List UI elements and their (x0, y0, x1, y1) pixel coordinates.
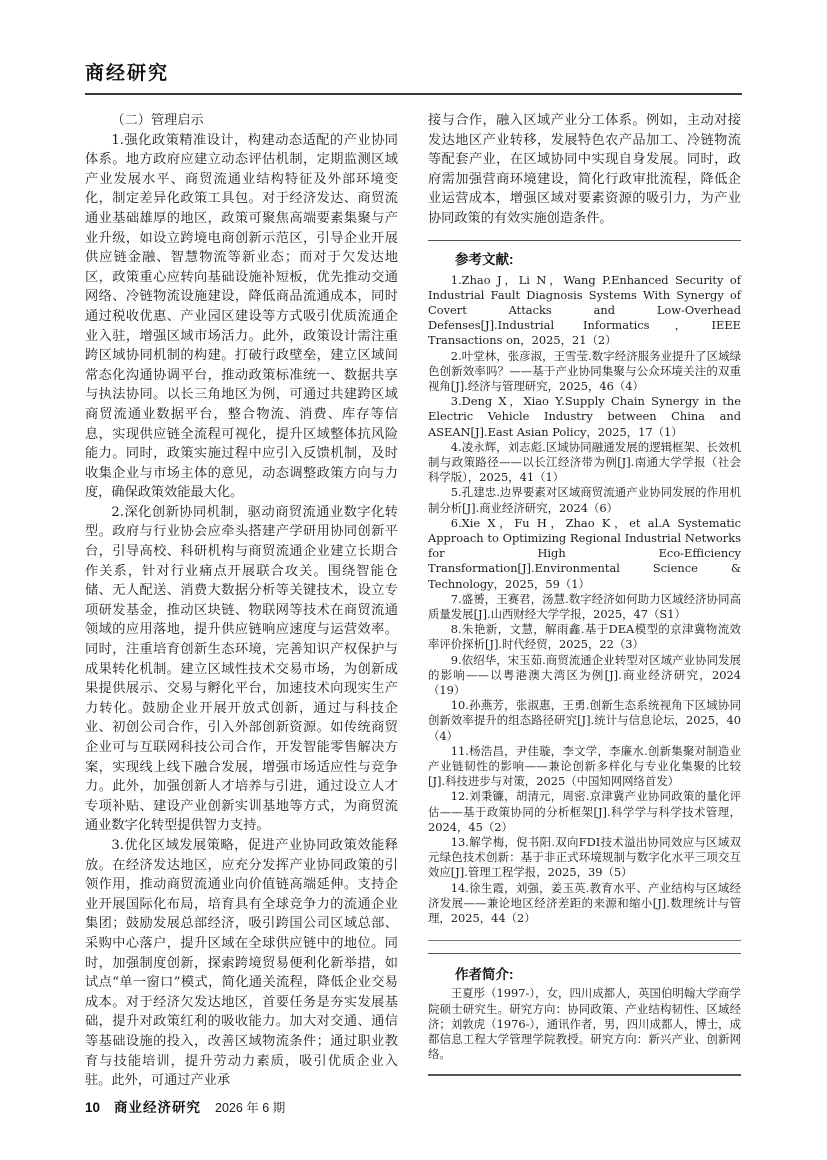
footer-journal-name: 商业经济研究 (114, 1100, 202, 1115)
article-body (85, 111, 742, 1091)
footer-issue: 2026 年 6 期 (215, 1101, 286, 1115)
reference-item: 14.徐生霞，刘强，姜玉英.教育水平、产业结构与区域经济发展——兼论地区经济差距的来源和缩小[J].数理统计与管理，2025，44（2） (428, 880, 741, 926)
right-column (428, 111, 741, 1091)
left-column (85, 111, 398, 1091)
references-heading: 参考文献: (455, 251, 514, 267)
body-paragraph: 2.深化创新协同机制，驱动商贸流通业数字化转型。政府与行业协会应牵头搭建产学研用协同创新平台，引导高校、科研机构与商贸流通企业建立长期合作关系，针对行业痛点开展联合攻关。围绕智能仓储、无人配送、消费大数据分析等关键技术，设立专项研发基金，推动区块链、物联网等技术在商贸流通领域的应用落地，提升供应链响应速度与运营效率。同时，注重培育创新生态环境，完善知识产权保护与成果转化机制。建立区域性技术交易市场，为创新成果提供展示、交易与孵化平台，加速技术向现实生产力转化。鼓励企业开展开放式创新，通过与科技企业、初创公司合作，引入外部创新资源。如传统商贸企业可与互联网科技公司合作，开发智能零售解决方案，实现线上线下融合发展，增强市场适应性与竞争力。此外，加强创新人才培养与引进，通过设立人才专项补贴、建设产业创新实训基地等方式，为商贸流通业数字化转型提供智力支持。 (85, 504, 398, 834)
author-box-bottom-rule (428, 1074, 741, 1076)
references-divider (428, 240, 741, 241)
reference-item: 4.凌永辉，刘志彪.区域协同融通发展的逻辑框架、长效机制与政策路径——以长江经济带为例[J].南通大学学报（社会科学版），2025，41（1） (428, 439, 741, 485)
page-header (85, 58, 742, 95)
author-box-top-rule-outer (428, 940, 741, 941)
reference-item: 3.Deng X，Xiao Y.Supply Chain Synergy in the Electric Vehicle Industry between China and ASEAN[J].East Asian Policy，2025，17（1） (428, 394, 741, 439)
reference-item: 6.Xie X，Fu H，Zhao K，et al.A Systematic Approach to Optimizing Regional Industrial Networks for High Eco-Efficiency Transformation[J].Environmental Science & Technology，2025，59（1） (428, 515, 741, 591)
page-footer (85, 1096, 285, 1116)
reference-item: 7.盛赟，王赛君，汤慧.数字经济如何助力区域经济协同高质量发展[J].山西财经大学学报，2025，47（S1） (428, 591, 741, 622)
reference-item: 5.孔建忠.边界要素对区域商贸流通产业协同发展的作用机制分析[J].商业经济研究，2024（6） (428, 485, 741, 515)
reference-item: 13.解学梅，倪书阳.双向FDI技术溢出协同效应与区域双元绿色技术创新：基于非正式环境规制与数字化水平三项交互效应[J].管理工程学报，2025，39（5） (428, 835, 741, 880)
reference-item: 1.Zhao J，Li N，Wang P.Enhanced Security of Industrial Fault Diagnosis Systems With Synergy of Covert Attacks and Low-Overhead Defenses[J].Industrial Informatics，IEEE Transactions on，2025，21（2） (428, 272, 741, 348)
reference-item: 9.依绍华，宋玉茹.商贸流通企业转型对区域产业协同发展的影响——以粤港澳大湾区为例[J].商业经济研究，2024（19） (428, 652, 741, 698)
journal-section-title: 商经研究 (85, 63, 170, 84)
body-paragraph: 3.优化区域发展策略，促进产业协同政策效能释放。在经济发达地区，应充分发挥产业协同政策的引领作用，推动商贸流通业向价值链高端延伸。支持企业开展国际化布局，培育具有全球竞争力的流通企业集团；鼓励发展总部经济，吸引跨国公司区域总部、采购中心落户，提升区域在全球供应链中的地位。同时，加强制度创新，探索跨境贸易便利化新举措，如试点“单一窗口”模式，简化通关流程，降低企业交易成本。对于经济欠发达地区，首要任务是夯实发展基础，提升对政策红利的吸收能力。加大对交通、通信等基础设施的投入，改善区域物流条件；通过职业教育与技能培训，提升劳动力素质，吸引优质企业入驻。此外，可通过产业承 (85, 837, 398, 1089)
author-box-top-rule-inner (428, 953, 741, 954)
reference-item: 2.叶堂林，张彦淑，王雪莹.数字经济服务业提升了区域绿色创新效率吗？——基于产业协同集聚与公众环境关注的双重视角[J].经济与管理研究，2025，46（4） (428, 348, 741, 393)
reference-item: 10.孙燕芳，张淑惠，王勇.创新生态系统视角下区域协同创新效率提升的组态路径研究[J].统计与信息论坛，2025，40（4） (428, 698, 741, 743)
reference-item: 12.刘秉镰，胡清元，周密.京津冀产业协同政策的量化评估——基于政策协同的分析框架[J].科学学与科学技术管理，2024，45（2） (428, 789, 741, 834)
body-paragraph-continuation: 接与合作，融入区域产业分工体系。例如，主动对接发达地区产业转移，发展特色农产品加工、冷链物流等配套产业，在区域协同中实现自身发展。同时，政府需加强营商环境建设，简化行政审批流程，降低企业运营成本，增强区域对要素资源的吸引力，为产业协同政策的有效实施创造条件。 (428, 113, 741, 226)
author-bio-box (428, 940, 741, 1076)
body-paragraph: 1.强化政策精准设计，构建动态适配的产业协同体系。地方政府应建立动态评估机制，定期监测区域产业发展水平、商贸流通业结构特征及外部环境变化，制定差异化政策工具包。对于经济发达、商贸流通业基础雄厚的地区，政策可聚焦高端要素集聚与产业升级，如设立跨境电商创新示范区，引导企业开展供应链金融、智慧物流等新业态；而对于欠发达地区，政策重心应转向基础设施补短板，优先推动交通网络、冷链物流设施建设，降低商品流通成本，同时通过税收优惠、产业园区建设等方式吸引优质流通企业入驻，增强区域市场活力。此外，政策设计需注重跨区域协同机制的构建。打破行政壁垒，建立区域间常态化沟通协调平台，推动政策标准统一、数据共享与执法协同。以长三角地区为例，可通过共建跨区域商贸流通业数据平台，整合物流、消费、库存等信息，实现供应链全流程可视化，提升区域整体抗风险能力。同时，政策实施过程中应引入反馈机制，及时收集企业与市场主体的意见，动态调整政策方向与力度，确保政策效能最大化。 (85, 132, 398, 501)
page-number: 10 (85, 1100, 101, 1115)
reference-item: 11.杨浩昌，尹佳璇，李文学，李廉水.创新集聚对制造业产业链韧性的影响——兼论创新多样化与专业化集聚的比较[J].科技进步与对策，2025（中国知网网络首发） (428, 743, 741, 789)
author-bio-heading: 作者简介: (455, 967, 514, 983)
section-heading: （二）管理启示 (111, 113, 204, 128)
reference-item: 8.朱艳新，文慧，解雨鑫.基于DEA模型的京津冀物流效率评价探析[J].时代经贸，2025，22（3） (428, 622, 741, 652)
author-bio-text: 王夏彤（1997-），女，四川成都人，英国伯明翰大学商学院硕士研究生。研究方向：协同政策、产业结构韧性、区域经济；刘敦虎（1976-），通讯作者，男，四川成都人，博士，成都信息工程大学管理学院教授。研究方向：新兴产业、创新网络。 (428, 986, 741, 1062)
